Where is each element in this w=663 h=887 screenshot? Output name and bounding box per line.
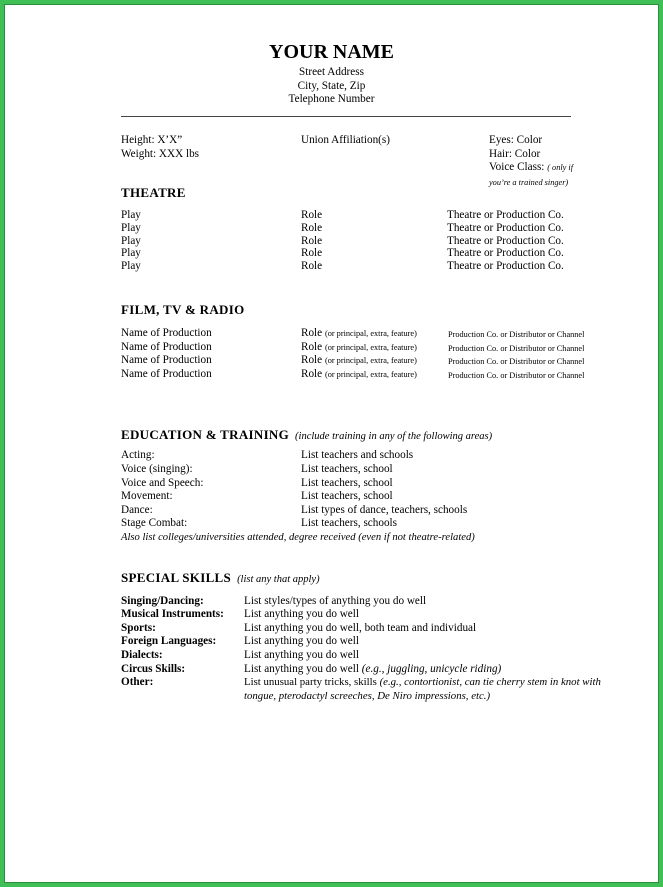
education-area: Dance: xyxy=(121,504,153,516)
voice-class-note: ( only if xyxy=(547,163,574,172)
skill-detail xyxy=(244,663,501,676)
education-detail: List teachers, schools xyxy=(301,517,398,529)
skill-label: Foreign Languages: xyxy=(121,635,217,647)
film-production: Name of Production xyxy=(121,341,212,353)
union-affiliation: Union Affiliation(s) xyxy=(301,134,390,146)
theatre-role: Role xyxy=(301,222,323,234)
skill-detail: List styles/types of anything you do well xyxy=(244,595,427,607)
theatre-play: Play xyxy=(121,260,141,272)
film-role-label: Role xyxy=(301,368,323,380)
voice-class xyxy=(489,161,573,174)
skill-label: Singing/Dancing: xyxy=(121,595,204,607)
education-detail: List types of dance, teachers, schools xyxy=(301,504,468,516)
weight-stat: Weight: XXX lbs xyxy=(121,148,200,160)
voice-class-label: Voice Class: xyxy=(489,161,545,173)
film-company: Production Co. or Distributor or Channel xyxy=(448,330,585,339)
education-area: Voice (singing): xyxy=(121,463,193,475)
film-role xyxy=(301,354,417,367)
education-detail: List teachers, school xyxy=(301,490,393,502)
header-divider xyxy=(121,116,571,117)
education-area: Voice and Speech: xyxy=(121,477,204,489)
theatre-company: Theatre or Production Co. xyxy=(447,235,564,247)
theatre-company: Theatre or Production Co. xyxy=(447,209,564,221)
film-role-note: (or principal, extra, feature) xyxy=(324,343,417,352)
skill-label: Musical Instruments: xyxy=(121,608,224,620)
education-footer: Also list colleges/universities attended, degree received (even if not theatre-related) xyxy=(121,532,475,543)
film-production: Name of Production xyxy=(121,354,212,366)
eyes-stat: Eyes: Color xyxy=(489,134,543,146)
skill-detail-text: List unusual party tricks, skills xyxy=(244,676,377,688)
skill-example: (e.g., juggling, unicycle riding) xyxy=(361,663,502,675)
skill-detail xyxy=(244,676,601,689)
theatre-play: Play xyxy=(121,222,141,234)
theatre-role: Role xyxy=(301,235,323,247)
skills-note: (list any that apply) xyxy=(237,574,320,585)
theatre-play: Play xyxy=(121,235,141,247)
theatre-company: Theatre or Production Co. xyxy=(447,247,564,259)
telephone-number: Telephone Number xyxy=(288,93,375,105)
theatre-company: Theatre or Production Co. xyxy=(447,260,564,272)
theatre-company: Theatre or Production Co. xyxy=(447,222,564,234)
education-detail: List teachers and schools xyxy=(301,449,414,461)
voice-class-note-cont: you’re a trained singer) xyxy=(489,178,569,187)
hair-stat: Hair: Color xyxy=(489,148,541,160)
film-production: Name of Production xyxy=(121,327,212,339)
film-production: Name of Production xyxy=(121,368,212,380)
education-area: Acting: xyxy=(121,449,155,461)
theatre-play: Play xyxy=(121,247,141,259)
skill-label: Circus Skills: xyxy=(121,663,186,675)
skill-label: Dialects: xyxy=(121,649,163,661)
film-role-label: Role xyxy=(301,341,323,353)
street-address: Street Address xyxy=(299,66,364,78)
city-state-zip: City, State, Zip xyxy=(297,80,366,92)
resume-name: YOUR NAME xyxy=(269,41,394,63)
skill-detail: List anything you do well xyxy=(244,649,359,661)
film-role-label: Role xyxy=(301,327,323,339)
film-role xyxy=(301,341,417,354)
film-heading: FILM, TV & RADIO xyxy=(121,302,245,317)
film-role-label: Role xyxy=(301,354,323,366)
film-role xyxy=(301,368,417,381)
theatre-play: Play xyxy=(121,209,141,221)
education-heading xyxy=(121,427,492,444)
film-company: Production Co. or Distributor or Channel xyxy=(448,371,585,380)
skill-label: Sports: xyxy=(121,622,156,634)
film-company: Production Co. or Distributor or Channel xyxy=(448,344,585,353)
height-stat: Height: X’X” xyxy=(121,134,183,146)
skill-detail: List anything you do well xyxy=(244,608,359,620)
theatre-heading: THEATRE xyxy=(121,185,186,200)
education-detail: List teachers, school xyxy=(301,477,393,489)
skill-example: (e.g., contortionist, can tie cherry stem in knot with xyxy=(379,676,601,688)
skill-example-cont: tongue, pterodactyl screeches, De Niro impressions, etc.) xyxy=(244,690,491,702)
film-role xyxy=(301,327,417,340)
education-title: EDUCATION & TRAINING xyxy=(121,427,290,442)
skill-detail-text: List anything you do well xyxy=(244,663,359,675)
film-role-note: (or principal, extra, feature) xyxy=(324,356,417,365)
education-area: Movement: xyxy=(121,490,173,502)
skills-title: SPECIAL SKILLS xyxy=(121,570,232,585)
film-role-note: (or principal, extra, feature) xyxy=(324,370,417,379)
theatre-role: Role xyxy=(301,260,323,272)
education-detail: List teachers, school xyxy=(301,463,393,475)
skill-detail: List anything you do well xyxy=(244,635,359,647)
skill-detail: List anything you do well, both team and individual xyxy=(244,622,477,634)
skills-heading xyxy=(121,570,320,587)
education-note: (include training in any of the following areas) xyxy=(295,431,493,442)
film-company: Production Co. or Distributor or Channel xyxy=(448,357,585,366)
skill-label: Other: xyxy=(121,676,154,688)
education-area: Stage Combat: xyxy=(121,517,188,529)
theatre-role: Role xyxy=(301,247,323,259)
film-role-note: (or principal, extra, feature) xyxy=(324,329,417,338)
theatre-role: Role xyxy=(301,209,323,221)
